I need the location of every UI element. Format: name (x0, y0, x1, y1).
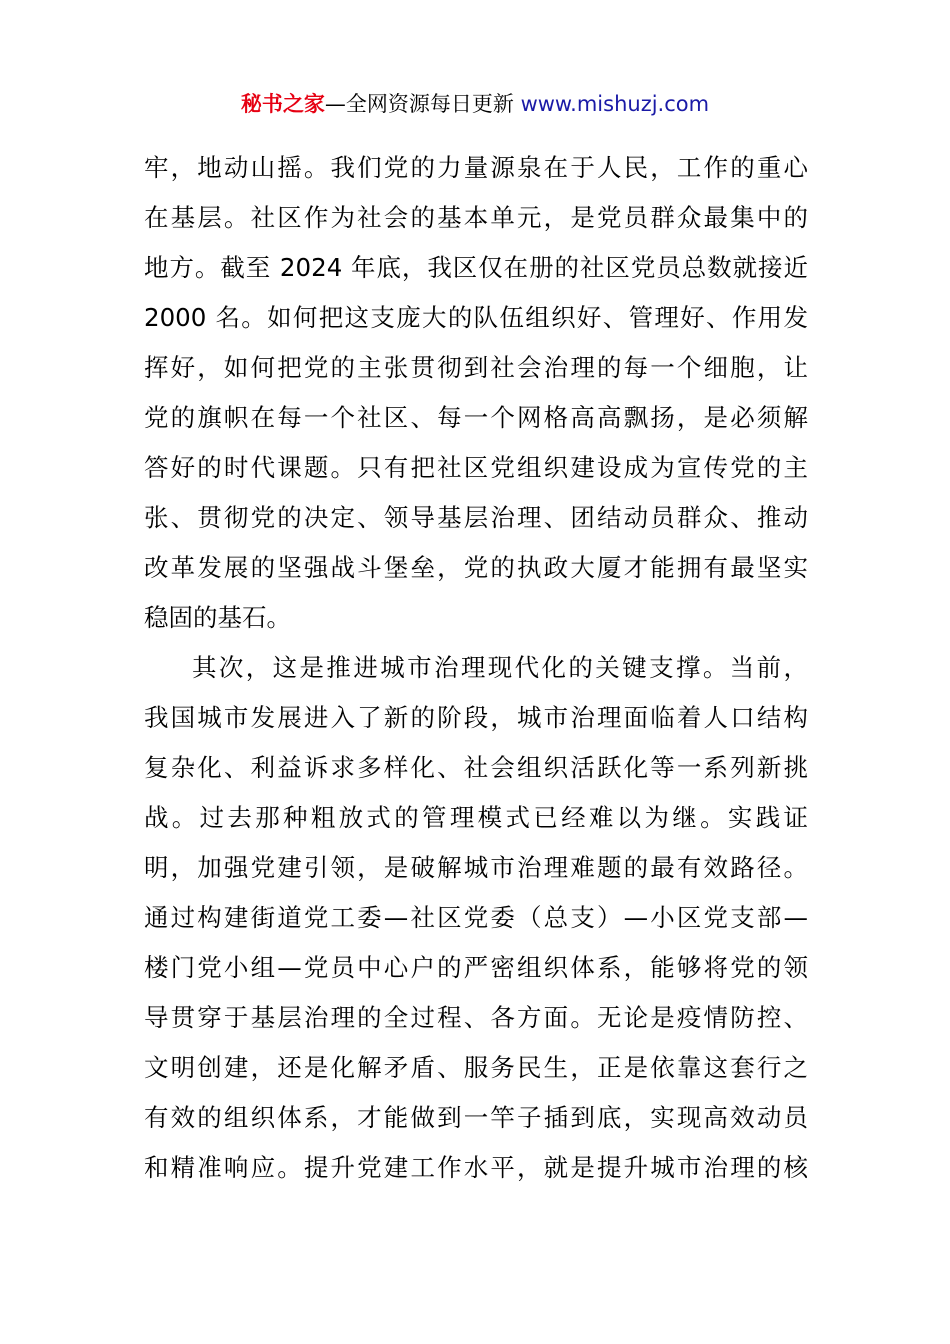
body-line: 有效的组织体系，才能做到一竿子插到底，实现高效动员 (144, 1103, 808, 1132)
body-line: 在基层。社区作为社会的基本单元，是党员群众最集中的 (144, 203, 808, 232)
body-line: 战。过去那种粗放式的管理模式已经难以为继。实践证 (144, 803, 808, 832)
body-line: 改革发展的坚强战斗堡垒，党的执政大厦才能拥有最坚实 (144, 553, 808, 582)
body-line: 复杂化、利益诉求多样化、社会组织活跃化等一系列新挑 (144, 753, 808, 782)
paragraph-end-line: 稳固的基石。 (144, 603, 291, 632)
body-line: 张、贯彻党的决定、领导基层治理、团结动员群众、推动 (144, 503, 808, 532)
body-line: 通过构建街道党工委—社区党委（总支）—小区党支部— (144, 903, 808, 932)
body-line: 楼门党小组—党员中心户的严密组织体系，能够将党的领 (144, 953, 808, 982)
body-line: 和精准响应。提升党建工作水平，就是提升城市治理的核 (144, 1153, 808, 1182)
body-line: 牢，地动山摇。我们党的力量源泉在于人民，工作的重心 (144, 153, 808, 182)
header-tagline: —全网资源每日更新 (324, 92, 521, 116)
header-url-link[interactable]: www.mishuzj.com (520, 92, 710, 116)
body-line: 文明创建，还是化解矛盾、服务民生，正是依靠这套行之 (144, 1053, 808, 1082)
body-line: 答好的时代课题。只有把社区党组织建设成为宣传党的主 (144, 453, 808, 482)
paragraph-start-line: 其次，这是推进城市治理现代化的关键支撑。当前， (192, 653, 808, 682)
body-line: 党的旗帜在每一个社区、每一个网格高高飘扬，是必须解 (144, 403, 808, 432)
body-line: 2000 名。如何把这支庞大的队伍组织好、管理好、作用发 (144, 303, 808, 332)
body-line: 导贯穿于基层治理的全过程、各方面。无论是疫情防控、 (144, 1003, 808, 1032)
document-body (144, 143, 808, 1193)
page-header (0, 88, 950, 120)
body-line: 明，加强党建引领，是破解城市治理难题的最有效路径。 (144, 853, 808, 882)
body-line: 地方。截至 2024 年底，我区仅在册的社区党员总数就接近 (144, 253, 808, 282)
header-brand: 秘书之家 (240, 92, 325, 116)
body-line: 我国城市发展进入了新的阶段，城市治理面临着人口结构 (144, 703, 808, 732)
body-line: 挥好，如何把党的主张贯彻到社会治理的每一个细胞，让 (144, 353, 808, 382)
